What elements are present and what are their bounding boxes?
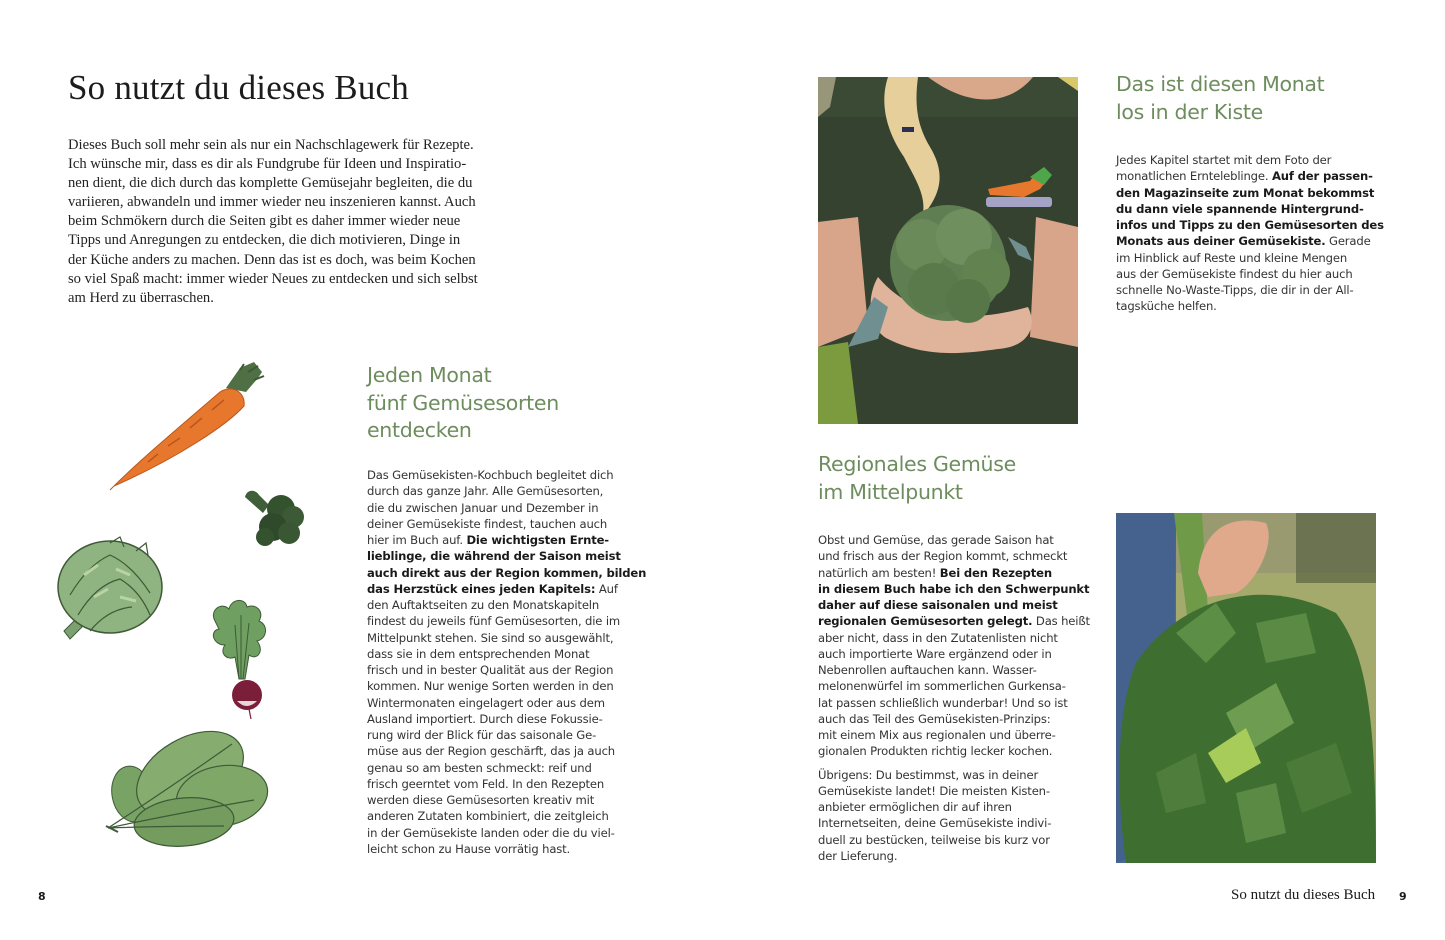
text-line: auch das Teil des Gemüsekisten-Prinzips: (818, 711, 1051, 726)
text-line: Das Gemüsekisten-Kochbuch begleitet dich (367, 468, 614, 482)
text-line: Ausland importiert. Durch diese Fokussie- (367, 711, 603, 726)
text-line: Jedes Kapitel startet mit dem Foto der (1116, 153, 1332, 167)
artichoke-illustration (50, 535, 170, 645)
radish-illustration (205, 595, 275, 720)
text-line: Nebenrollen auftauchen kann. Wasser- (818, 663, 1037, 677)
text-line: lat passen schließlich wunderbar! Und so ist (818, 695, 1068, 710)
text-line: Wintermonaten eingelagert oder aus dem (367, 695, 605, 710)
broccoli-illustration (243, 487, 305, 549)
heading-line: Das ist diesen Monat (1116, 72, 1325, 96)
text-line: anderen Zutaten kombiniert, die zeitgleich (367, 809, 609, 824)
photo-woman-holding-broccoli (818, 77, 1078, 424)
text-line: dass sie in dem entsprechenden Monat (367, 646, 590, 661)
text-line: rung wird der Blick für das saisonale Ge- (367, 728, 597, 742)
text-line: du dann viele spannende Hintergrund- (1116, 201, 1364, 216)
text-line: lieblinge, die während der Saison meist (367, 549, 621, 564)
intro-line: nen dient, die dich durch das komplette Gemüsejahr begleiten, die du (68, 175, 473, 192)
text-line: tagsküche helfen. (1116, 299, 1217, 314)
heading-line: im Mittelpunkt (818, 479, 963, 504)
section-body-kiste (1116, 152, 1384, 315)
text-line: monatlichen Ernteleblinge. Auf der passen- (1116, 169, 1373, 184)
intro-line: der Küche anders zu machen. Denn das ist es doch, was beim Kochen (68, 251, 476, 268)
text-line: durch das ganze Jahr. Alle Gemüsesorten, (367, 484, 604, 499)
text-line: daher auf diese saisonalen und meist (818, 598, 1058, 612)
text-line: den Magazinseite zum Monat bekommst (1116, 185, 1375, 200)
text-line: aus der Gemüsekiste findest du hier auch (1116, 266, 1353, 281)
text-line: duell zu bestücken, teilweise bis kurz vor (818, 832, 1050, 847)
text-line: aber nicht, dass in den Zutatenlisten nicht (818, 630, 1058, 645)
text-line: mit einem Mix aus regionalen und überre- (818, 728, 1056, 742)
paragraph-gap (818, 760, 1083, 767)
text-line: im Hinblick auf Reste und kleine Mengen (1116, 250, 1348, 265)
carrot-illustration (108, 362, 268, 492)
section-heading-regional (818, 451, 1016, 506)
text-line: regionalen Gemüsesorten gelegt. Das heißt (818, 614, 1090, 629)
text-line: Monats aus deiner Gemüsekiste. Gerade (1116, 234, 1371, 249)
section-heading-jeden-monat (367, 362, 559, 445)
page-number-left: 8 (38, 890, 46, 903)
intro-line: variieren, abwandeln und immer wieder neu inszenieren kannst. Auch (68, 194, 476, 211)
spinach-illustration (104, 722, 270, 852)
heading-line: Jeden Monat (367, 363, 492, 387)
intro-line: beim Schmökern durch die Seiten gibt es daher immer wieder neue (68, 213, 461, 230)
text-line: melonenwürfel im sommerlichen Gurkensa- (818, 679, 1066, 694)
text-line: in diesem Buch habe ich den Schwerpunkt (818, 581, 1090, 596)
text-line: in der Gemüsekiste landen oder die du viel- (367, 825, 615, 840)
intro-line: Ich wünsche mir, dass es dir als Fundgrube für Ideen und Inspiratio- (68, 156, 467, 173)
section-body-jeden-monat (367, 467, 647, 857)
intro-paragraph (68, 136, 500, 308)
text-line: deiner Gemüsekiste findest, tauchen auch (367, 516, 608, 531)
text-line: schnelle No-Waste-Tipps, die dir in der All- (1116, 283, 1354, 297)
text-line: der Lieferung. (818, 848, 898, 863)
text-line: und frisch aus der Region kommt, schmeckt (818, 549, 1068, 564)
text-line: werden diese Gemüsesorten kreativ mit (367, 793, 595, 807)
text-line: infos und Tipps zu den Gemüsesorten des (1116, 218, 1384, 232)
text-line: hier im Buch auf. Die wichtigsten Ernte- (367, 533, 609, 547)
heading-line: Regionales Gemüse (818, 452, 1016, 476)
text-line: natürlich am besten! Bei den Rezepten (818, 565, 1052, 580)
text-line: die du zwischen Januar und Dezember in (367, 500, 599, 515)
text-line: frisch geerntet vom Feld. In den Rezepten (367, 776, 605, 791)
intro-line: so viel Spaß macht: immer wieder Neues zu entdecken und sich selbst (68, 270, 478, 287)
text-line: das Herzstück eines jeden Kapitels: Auf (367, 581, 618, 596)
text-line: frisch und in bester Qualität aus der Region (367, 663, 614, 677)
intro-line: am Herd zu überraschen. (68, 289, 214, 306)
section-heading-kiste (1116, 71, 1324, 126)
heading-line: fünf Gemüsesorten (367, 390, 559, 415)
text-line: auch importierte Ware ergänzend oder in (818, 646, 1052, 661)
text-line: Mittelpunkt stehen. Sie sind so ausgewählt, (367, 630, 614, 645)
running-head: So nutzt du dieses Buch (1231, 887, 1376, 903)
text-line: müse aus der Region geschärft, das ja auch (367, 744, 615, 759)
heading-line: entdecken (367, 418, 472, 442)
photo-celery-bunch (1116, 513, 1376, 863)
intro-line: Dieses Buch soll mehr sein als nur ein Nachschlagewerk für Rezepte. (68, 137, 474, 153)
text-line: kommen. Nur wenige Sorten werden in den (367, 679, 614, 694)
heading-line: los in der Kiste (1116, 99, 1263, 124)
text-line: leicht schon zu Hause vorrätig hast. (367, 841, 571, 856)
intro-line: Tipps und Anregungen zu entdecken, die dich motivieren, Dinge in (68, 232, 461, 249)
text-line: Übrigens: Du bestimmst, was in deiner (818, 767, 1039, 782)
section-body-regional (818, 532, 1090, 864)
text-line: den Auftaktseiten zu den Monatskapiteln (367, 598, 600, 612)
text-line: gionalen Produkten richtig lecker kochen. (818, 744, 1053, 759)
text-line: Internetseiten, deine Gemüsekiste indivi- (818, 816, 1052, 831)
text-line: auch direkt aus der Region kommen, bilden (367, 565, 647, 580)
text-line: Gemüsekiste landet! Die meisten Kisten- (818, 783, 1050, 798)
text-line: anbieter ermöglichen dir auf ihren (818, 800, 1012, 814)
page-number-right: 9 (1399, 890, 1407, 903)
text-line: findest du jeweils fünf Gemüsesorten, die im (367, 614, 621, 629)
text-line: genau so am besten schmeckt: reif und (367, 760, 592, 775)
text-line: Obst und Gemüse, das gerade Saison hat (818, 533, 1054, 547)
page-title: So nutzt du dieses Buch (68, 68, 409, 107)
